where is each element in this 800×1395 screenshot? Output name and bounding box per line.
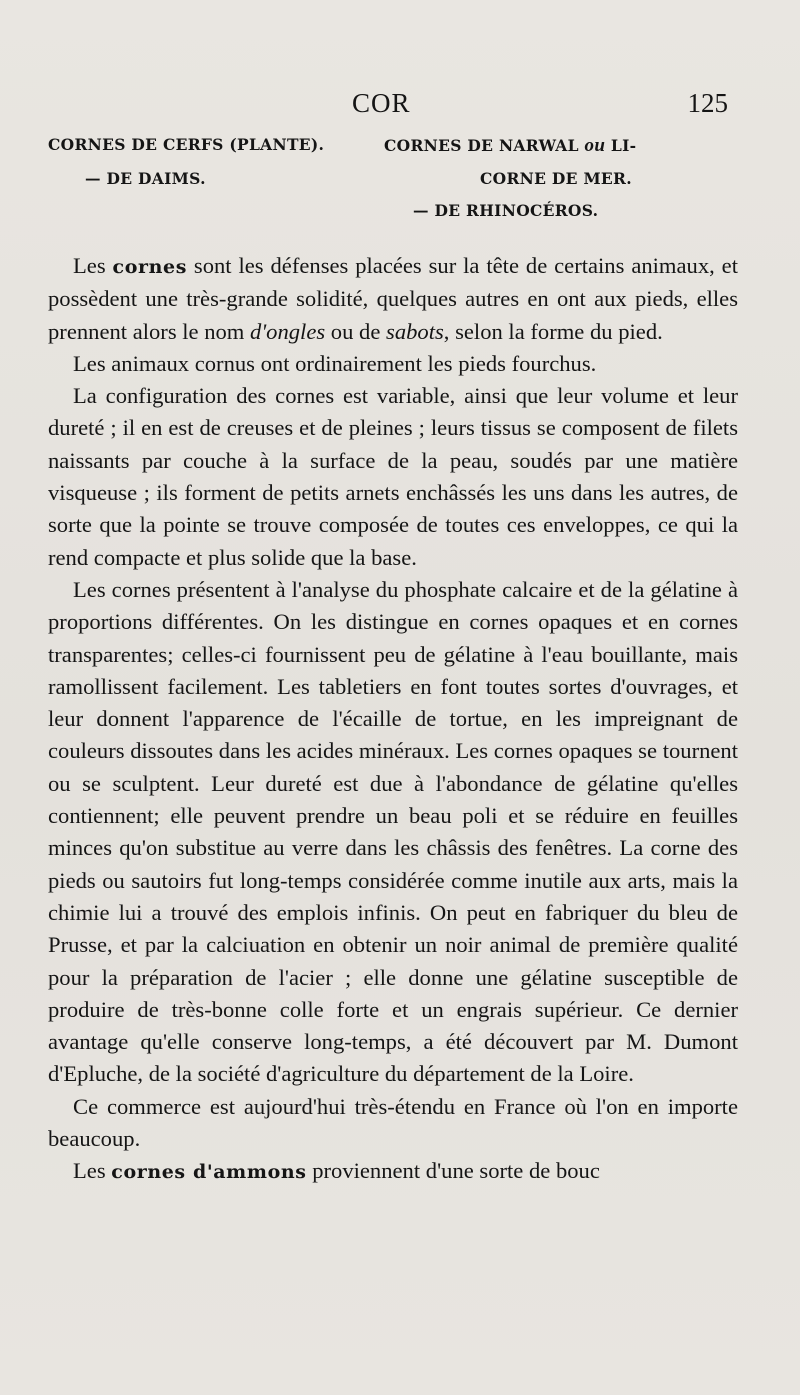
- page-number: 125: [687, 88, 728, 118]
- paragraph-animaux-cornus: Les animaux cornus ont ordinairement les pieds fourchus.: [73, 350, 597, 376]
- running-title: COR: [352, 88, 411, 118]
- entry-corne-de-mer: CORNE DE MER.: [480, 169, 632, 188]
- term-ongles: d'ongles: [250, 318, 326, 344]
- paragraph-cornes-d-ammons: [48, 1155, 738, 1188]
- text: proviennent d'une sorte de bouc: [306, 1158, 600, 1184]
- entry-text: LI-: [605, 136, 637, 155]
- paragraph-cornes-definition: [48, 250, 738, 348]
- text: sont les défenses placées sur la tête de certains animaux, et possèdent une très-grande solidité, quelques autres en ont aux pieds, elles prennent alors le nom: [48, 253, 738, 344]
- keyword-cornes-d-ammons: cornes d'ammons: [111, 1161, 307, 1184]
- entry-cornes-de-narwal: [384, 135, 636, 157]
- term-sabots: sabots: [386, 318, 444, 344]
- text: Les: [73, 253, 113, 278]
- keyword-cornes: cornes: [112, 256, 187, 278]
- running-head: [0, 88, 800, 128]
- entry-de-daims: — DE DAIMS.: [85, 169, 206, 188]
- entry-ou: ou: [584, 135, 606, 156]
- paragraph-configuration: La configuration des cornes est variable, ainsi que leur volume et leur dureté ; il en est de creuses et de pleines ; leurs tissus se composent de filets naissants par couche à la surface de la peau, soudés par une matière visqueuse ; ils forment de petits arnets enchâssés les uns dans les autres, de sorte que la pointe se trouve composée de toutes ces enveloppes, ce qui la rend compacte et plus solide que la base.: [48, 383, 738, 570]
- entry-de-rhinoceros: — DE RHINOCÉROS.: [413, 201, 599, 220]
- entry-cornes-de-cerfs: CORNES DE CERFS (PLANTE).: [48, 135, 325, 154]
- text: , selon la forme du pied.: [443, 318, 663, 344]
- text: Les: [73, 1158, 112, 1184]
- entry-text: CORNES DE NARWAL: [384, 136, 585, 155]
- paragraph-analyse: Les cornes présentent à l'analyse du phosphate calcaire et de la gélatine à proportions différentes. On les distingue en cornes opaques et en cornes transparentes; celles-ci fournissent peu de gélatine à l'eau bouillante, mais ramollissent facilement. Les tabletiers en font toutes sortes d'ouvrages, et leur donnent l'apparence de l'écaille de tortue, en les impreignant de couleurs dissoutes dans les acides minéraux. Les cornes opaques se tournent ou se sculptent. Leur dureté est due à l'abondance de gélatine qu'elles contiennent; elle peuvent prendre un beau poli et se réduire en feuilles minces qu'on substitue au verre dans les châssis des fenêtres. La corne des pieds ou sautoirs fut long-temps considérée comme inutile aux arts, mais la chimie lui a trouvé des emplois infinis. On peut en fabriquer du bleu de Prusse, et par la calciuation en obtenir un noir animal de première qualité pour la préparation de l'acier ; elle donne une gélatine susceptible de produire de très-bonne colle forte et un engrais supérieur. Ce dernier avantage qu'elle conserve long-temps, a été découvert par M. Dumont d'Epluche, de la société d'agriculture du département de la Loire.: [48, 576, 738, 1087]
- paragraph-commerce: Ce commerce est aujourd'hui très-étendu en France où l'on en importe beaucoup.: [48, 1093, 738, 1152]
- article-body: [48, 250, 738, 1189]
- text: ou de: [325, 318, 387, 344]
